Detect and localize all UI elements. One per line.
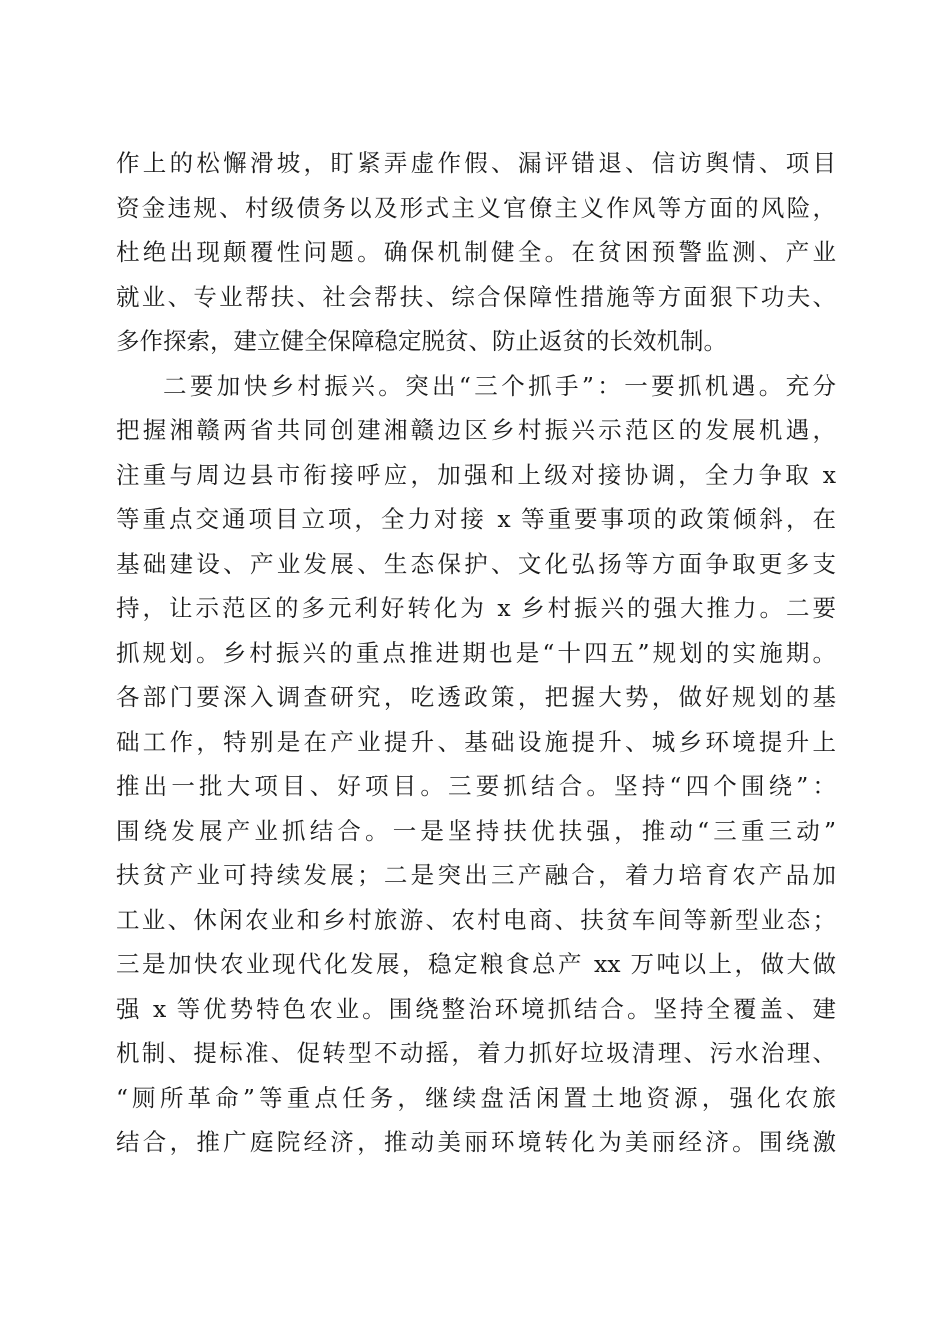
text-line: 扶贫产业可持续发展；二是突出三产融合，着力培育农产品加	[116, 861, 836, 889]
text-line: 三是加快农业现代化发展，稳定粮食总产 xx 万吨以上，做大做	[116, 950, 836, 978]
text-line: 础工作，特别是在产业提升、基础设施提升、城乡环境提升上	[116, 727, 836, 756]
text-line: 结合，推广庭院经济，推动美丽环境转化为美丽经济。围绕激	[116, 1128, 836, 1156]
text-line: 各部门要深入调查研究，吃透政策，把握大势，做好规划的基	[116, 683, 836, 711]
text-line: 就业、专业帮扶、社会帮扶、综合保障性措施等方面狠下功夫、	[116, 282, 836, 311]
text-line: 围绕发展产业抓结合。一是坚持扶优扶强，推动“三重三动”	[116, 816, 836, 845]
text-line: 工业、休闲农业和乡村旅游、农村电商、扶贫车间等新型业态；	[116, 905, 836, 934]
text-line: “厕所革命”等重点任务，继续盘活闲置土地资源，强化农旅	[116, 1083, 836, 1112]
text-line: 作上的松懈滑坡，盯紧弄虚作假、漏评错退、信访舆情、项目	[116, 149, 836, 177]
text-line: 基础建设、产业发展、生态保护、文化弘扬等方面争取更多支	[116, 549, 836, 578]
text-line: 等重点交通项目立项，全力对接 x 等重要事项的政策倾斜，在	[116, 505, 836, 533]
text-line: 注重与周边县市衔接呼应，加强和上级对接协调，全力争取 x	[116, 460, 836, 489]
body-text	[116, 141, 836, 1165]
text-line: 资金违规、村级债务以及形式主义官僚主义作风等方面的风险，	[116, 193, 836, 222]
text-line: 抓规划。乡村振兴的重点推进期也是“十四五”规划的实施期。	[116, 638, 836, 667]
text-line: 强 x 等优势特色农业。围绕整治环境抓结合。坚持全覆盖、建	[116, 994, 836, 1023]
text-line: 杜绝出现颠覆性问题。确保机制健全。在贫困预警监测、产业	[116, 238, 836, 266]
text-line: 持，让示范区的多元利好转化为 x 乡村振兴的强大推力。二要	[116, 594, 836, 622]
paragraph-end-line: 多作探索，建立健全保障稳定脱贫、防止返贫的长效机制。	[116, 327, 727, 355]
text-line: 机制、提标准、促转型不动摇，着力抓好垃圾清理、污水治理、	[116, 1039, 836, 1067]
text-line: 推出一批大项目、好项目。三要抓结合。坚持“四个围绕”：	[116, 772, 836, 800]
text-line: 把握湘赣两省共同创建湘赣边区乡村振兴示范区的发展机遇，	[116, 416, 836, 444]
paragraph-first-line: 二要加快乡村振兴。突出“三个抓手”：一要抓机遇。充分	[163, 371, 836, 400]
